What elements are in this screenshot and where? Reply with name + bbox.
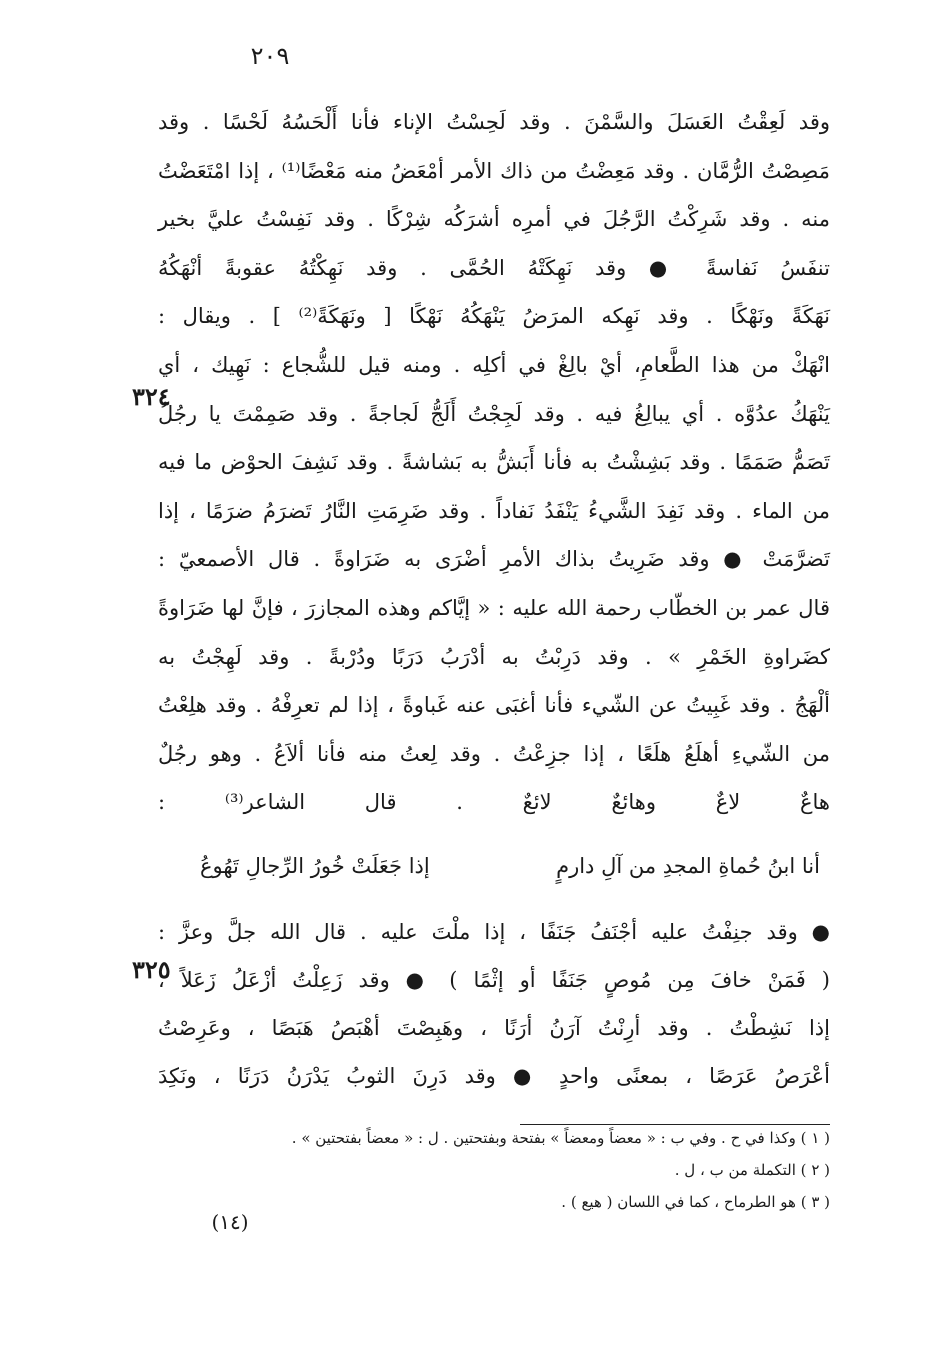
footnotes: [200, 1122, 830, 1218]
side-number-325: ٣٢٥: [132, 955, 171, 984]
side-number-324: ٣٢٤: [132, 382, 171, 411]
text-line-9: من الماء . وقد نَفِدَ الشَّيءُ يَنْفَدُ نَفاداً . وقد ضَرِمَتِ النَّارُ تَضرَمُ ضرَمًا ، إذا: [158, 498, 830, 523]
text-line-1: وقد لَعِقْتُ العَسَلَ والسَّمْنَ . وقد لَحِسْتُ الإناء فأنا أَلْحَسُهُ لَحْسًا . وقد: [158, 110, 830, 134]
text-line-3: منه . وقد شَرِكْتُ الرَّجُلَ في أمرِه أشرَكُه شِرْكًا . وقد نَفِسْتُ عليَّ بخير: [158, 207, 830, 232]
text-line-4: تنفَسُ نَفاسةً ● وقد نَهِكَتْهُ الحُمَّى . وقد نَهِكْتُهُ عقوبةً أنْهَكُهُ: [158, 255, 830, 280]
text-line-19: أعْرَصُ عَرَصًا ، بمعنًى واحدٍ ● وقد دَرِنَ الثوبُ يَدْرَنُ دَرَنًا ، ونَكِدَ: [158, 1064, 830, 1088]
text-line-8: تَصَمُّ صَمَمًا . وقد بَشِشْتُ به فأنا أَبَشُّ به بَشاشةً . وقد نَشِفَ الحوْض ما فيه: [158, 450, 830, 475]
text-line-11: قال عمر بن الخطّاب رحمة الله عليه : « إيَّاكم وهذه المجازرَ ، فإنَّ لها ضَرَاوةً: [158, 595, 830, 620]
text-line-15: هاعٌ لاعٌ وهائعٌ لائعٌ . قال الشاعر⁽³⁾ :: [158, 790, 830, 815]
poetry-verse: [200, 836, 820, 896]
sheet-number: (١٤): [211, 1210, 249, 1234]
text-line-2: مَصِصْتُ الرُّمَّان . وقد مَعِضْتُ من ذاك الأمر أمْعَضُ منه مَعْضًا⁽¹⁾ ، إذا امْتَعَضْتُ: [158, 158, 830, 183]
text-line-12: كضَراوةِ الخَمْرِ » . وقد دَرِبْتُ به أدْرَبُ دَرَبًا ودُرْبةً . وقد لَهِجْتُ به: [158, 644, 830, 669]
text-line-10: تَضرَّمَتْ ● وقد ضَرِيتُ بذاك الأمرِ أضْرَى به ضَرَاوةً . قال الأصمعيّ :: [158, 547, 830, 572]
verse-first-hemistich: أنا ابنُ حُماةِ المجدِ من آلِ دارمٍ: [556, 854, 820, 878]
text-line-6: انْهَكْ من هذا الطَّعامِ، أيْ بالِغْ في أكلِه . ومنه قيل للشُّجاع : نَهِيك ، أي: [158, 352, 830, 377]
footnote-3: ( ٣ ) هو الطرماح ، كما في اللسان ( هيع ) .: [561, 1193, 830, 1211]
text-line-13: ألْهَجُ . وقد غَبِيتُ عن الشّيء فأنا أغبَى عنه غَباوةً ، إذا لم تعرِفْهُ . وقد هلِعْتُ: [158, 693, 830, 718]
text-line-17: ( فَمَنْ خافَ مِن مُوصٍ جَنَفًا أو إثْمًا ) ● وقد زَعِلْتُ أزْعَلُ زَعَلاً ،: [158, 968, 830, 992]
text-line-7: يَنْهَكُ عدُوَّه . أي يبالِغُ فيه . وقد لَجِجْتُ أَلَجُّ لَجاجةً . وقد صَمِمْتَ يا رجُلُ: [158, 401, 830, 426]
footnote-1: ( ١ ) وكذا في ح . وفي ب : « معضاً ومعضاً » بفتحة وبفتحتين . ل : « معضاً بفتحتين » .: [291, 1129, 830, 1147]
verse-second-hemistich: إذا جَعَلَتْ خُورُ الرِّجالِ تَهُوعُ: [200, 854, 430, 878]
text-line-14: من الشّيءِ أهلَعُ هلَعًا ، إذا جزِعْتُ . وقد لِعتُ منه فأنا ألاَعُ . وهو رجُلٌ: [158, 741, 830, 766]
text-line-5: نَهَكَةً ونَهْكًا . وقد نَهِكه المرَضُ يَنْهَكُهُ نَهْكًا [ ونَهَكَةً⁽²⁾ ] . ويقال :: [158, 304, 830, 329]
page-number: ٢٠٩: [250, 42, 290, 70]
footnote-2: ( ٢ ) التكملة من ب ، ل .: [674, 1161, 830, 1179]
main-text: [158, 98, 830, 827]
text-line-18: إذا نَشِطْتُ . وقد أرِنْتُ آرَنُ أرَنًا ، وهَبِصْتَ أهْبَصُ هَبَصًا ، وعَرِصْتُ: [158, 1016, 830, 1040]
text-line-16: ● وقد جنِفْتُ عليه أجْنَفُ جَنَفًا ، إذا ملْتَ عليه . قال الله جلَّ وعزَّ :: [158, 920, 830, 944]
main-text-continued: [158, 908, 830, 1100]
